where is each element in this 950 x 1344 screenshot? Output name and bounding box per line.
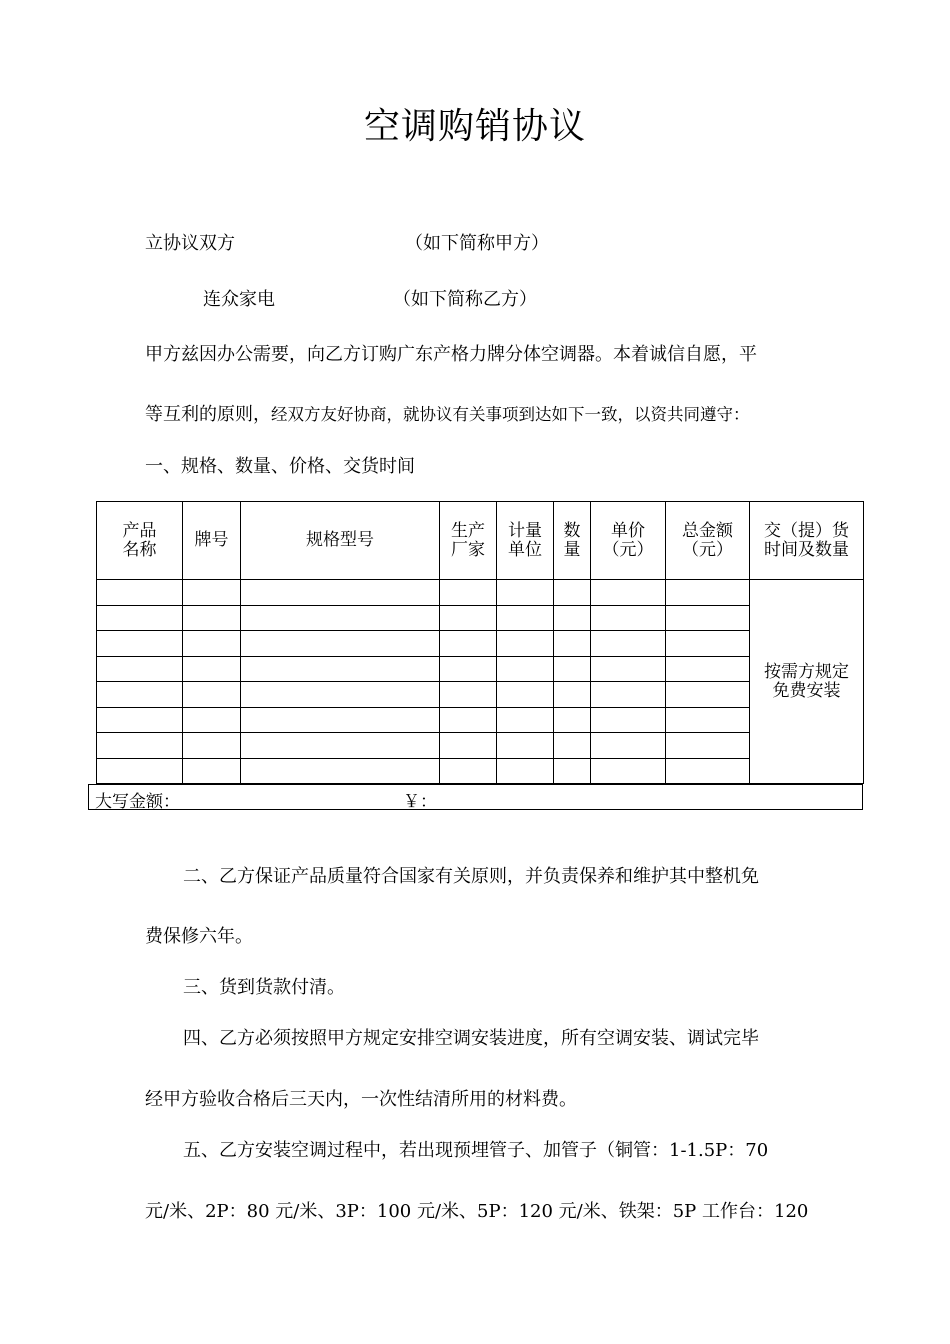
table-cell xyxy=(554,580,591,606)
table-row xyxy=(97,707,864,733)
header-brand: 牌号 xyxy=(183,502,241,580)
table-cell xyxy=(241,682,440,708)
table-cell xyxy=(241,758,440,784)
table-cell xyxy=(666,707,750,733)
table-cell xyxy=(440,733,497,759)
table-cell xyxy=(241,580,440,606)
table-cell xyxy=(241,656,440,682)
table-cell xyxy=(241,605,440,631)
table-cell xyxy=(666,656,750,682)
table-cell xyxy=(97,682,183,708)
table-cell xyxy=(591,656,666,682)
table-cell xyxy=(591,580,666,606)
table-row xyxy=(97,682,864,708)
table-cell xyxy=(183,631,241,657)
document-title: 空调购销协议 xyxy=(363,106,586,147)
table-header-row xyxy=(97,502,864,580)
clause-2-line-1: 二、乙方保证产品质量符合国家有关原则，并负责保养和维护其中整机免 xyxy=(183,866,759,887)
table-cell xyxy=(591,733,666,759)
table-cell xyxy=(241,733,440,759)
total-amount-row xyxy=(88,784,863,810)
table-cell xyxy=(497,733,554,759)
header-product: 产品 名称 xyxy=(97,502,183,580)
table-cell xyxy=(666,758,750,784)
table-cell xyxy=(440,656,497,682)
table-cell xyxy=(591,682,666,708)
table-cell xyxy=(666,733,750,759)
party-b-name: 连众家电 xyxy=(203,289,275,310)
table-cell xyxy=(497,631,554,657)
table-cell xyxy=(591,707,666,733)
table-cell xyxy=(497,758,554,784)
table-cell xyxy=(591,605,666,631)
table-cell xyxy=(183,758,241,784)
header-sum: 总金额 （元） xyxy=(666,502,750,580)
table-cell xyxy=(497,707,554,733)
table-cell xyxy=(183,656,241,682)
header-unit: 计量 单位 xyxy=(497,502,554,580)
table-cell xyxy=(497,656,554,682)
header-qty: 数 量 xyxy=(554,502,591,580)
table-cell xyxy=(97,605,183,631)
intro-line-2b: 经双方友好协商，就协议有关事项到达如下一致，以资共同遵守： xyxy=(271,405,750,424)
party-b-note: （如下简称乙方） xyxy=(393,289,537,310)
table-cell xyxy=(666,631,750,657)
table-cell xyxy=(666,580,750,606)
header-maker: 生产 厂家 xyxy=(440,502,497,580)
table-cell xyxy=(97,733,183,759)
table-cell xyxy=(440,758,497,784)
delivery-note-cell: 按需方规定 免费安装 xyxy=(750,580,864,784)
table-cell xyxy=(497,605,554,631)
table-cell xyxy=(97,707,183,733)
table-cell xyxy=(554,707,591,733)
table-cell xyxy=(497,682,554,708)
table-cell xyxy=(183,580,241,606)
table-cell xyxy=(183,605,241,631)
table-cell xyxy=(440,631,497,657)
yen-amount-label: ￥： xyxy=(403,792,437,812)
table-cell xyxy=(554,631,591,657)
table-cell xyxy=(554,758,591,784)
header-model: 规格型号 xyxy=(241,502,440,580)
header-price: 单价 （元） xyxy=(591,502,666,580)
section-1-heading: 一、规格、数量、价格、交货时间 xyxy=(145,456,415,477)
table-row xyxy=(97,580,864,606)
table-cell xyxy=(666,682,750,708)
clause-5-line-2: 元/米、2P：80 元/米、3P：100 元/米、5P：120 元/米、铁架：5P 工作台：120 xyxy=(145,1201,809,1222)
table-cell xyxy=(440,605,497,631)
table-cell xyxy=(666,605,750,631)
party-a-label: 立协议双方 xyxy=(145,233,235,254)
table-cell xyxy=(554,605,591,631)
table-cell xyxy=(97,631,183,657)
table-cell xyxy=(440,580,497,606)
clause-4-line-2: 经甲方验收合格后三天内，一次性结清所用的材料费。 xyxy=(145,1089,577,1110)
table-cell xyxy=(97,758,183,784)
table-cell xyxy=(591,631,666,657)
party-a-note: （如下简称甲方） xyxy=(405,233,549,254)
spec-table xyxy=(96,501,864,784)
table-cell xyxy=(97,656,183,682)
intro-line-2 xyxy=(145,400,750,426)
intro-line-1: 甲方兹因办公需要，向乙方订购广东产格力牌分体空调器。本着诚信自愿，平 xyxy=(145,344,757,365)
table-cell xyxy=(591,758,666,784)
clause-4-line-1: 四、乙方必须按照甲方规定安排空调安装进度，所有空调安装、调试完毕 xyxy=(183,1028,759,1049)
clause-2-line-2: 费保修六年。 xyxy=(145,926,253,947)
table-cell xyxy=(554,733,591,759)
table-cell xyxy=(554,656,591,682)
table-row xyxy=(97,656,864,682)
table-cell xyxy=(241,707,440,733)
table-cell xyxy=(183,733,241,759)
total-amount-label: 大写金额： xyxy=(95,792,180,812)
clause-5-line-1: 五、乙方安装空调过程中，若出现预埋管子、加管子（铜管：1-1.5P：70 xyxy=(183,1140,769,1161)
table-row xyxy=(97,605,864,631)
table-cell xyxy=(241,631,440,657)
header-delivery: 交（提）货 时间及数量 xyxy=(750,502,864,580)
table-cell xyxy=(183,707,241,733)
table-cell xyxy=(554,682,591,708)
table-row xyxy=(97,758,864,784)
table-row xyxy=(97,733,864,759)
intro-line-2a: 等互利的原则， xyxy=(145,404,271,425)
table-cell xyxy=(440,707,497,733)
clause-3: 三、货到货款付清。 xyxy=(183,977,345,998)
table-cell xyxy=(440,682,497,708)
table-row xyxy=(97,631,864,657)
table-cell xyxy=(183,682,241,708)
table-cell xyxy=(97,580,183,606)
table-cell xyxy=(497,580,554,606)
